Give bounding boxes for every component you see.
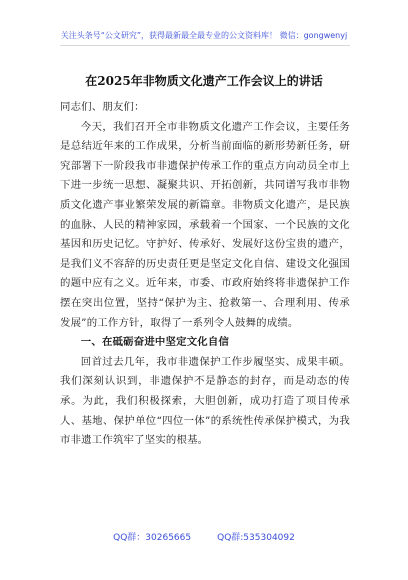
section-heading: 一、在砥砺奋进中坚定文化自信 [80, 336, 230, 349]
footer-qq-group-1: QQ群：30265665 [113, 533, 192, 543]
header-promo-text: 关注头条号“公文研究”，获得最新最全最专业的公文资料库！ 微信：gongwenyj [60, 31, 348, 40]
header-divider [60, 45, 350, 46]
footer-contact [0, 530, 408, 543]
document-body [60, 98, 350, 451]
document-title: 在2025年非物质文化遗产工作会议上的讲话 [85, 74, 323, 88]
body-paragraph: 今天，我们召开全市非物质文化遗产工作会议，主要任务是总结近年来的工作成果，分析当前面临的新形势新任务，研究部署下一阶段我市非遗保护传承工作的重点方向动员全市上下进一步统一思想、凝聚共识、开拓创新，共同谱写我市非物质文化遗产事业繁荣发展的新篇章。非物质文化遗产，是民族的血脉、人民的精神家园，承载着一个国家、一个民族的文化基因和历史记忆。守护好、传承好、发展好这份宝贵的遗产，是我们义不容辞的历史责任更是坚定文化自信、建设文化强国的题中应有之义。近年来，市委、市政府始终将非遗保护工作摆在突出位置，坚持“保护为主、抢救第一、合理利用、传承发展”的工作方针，取得了一系列令人鼓舞的成绩。 [60, 120, 350, 329]
body-paragraph: 回首过去几年，我市非遗保护工作步履坚实、成果丰硕。我们深刻认识到，非遗保护不是静态的封存，而是动态的传承。为此，我们积极探索，大胆创新，成功打造了项目传承人、基地、保护单位“四位一体”的系统性传承保护模式，为我市非遗工作筑牢了坚实的根基。 [60, 355, 350, 447]
greeting: 同志们、朋友们： [60, 101, 145, 113]
footer-qq-group-2: QQ群:535304092 [217, 533, 295, 543]
